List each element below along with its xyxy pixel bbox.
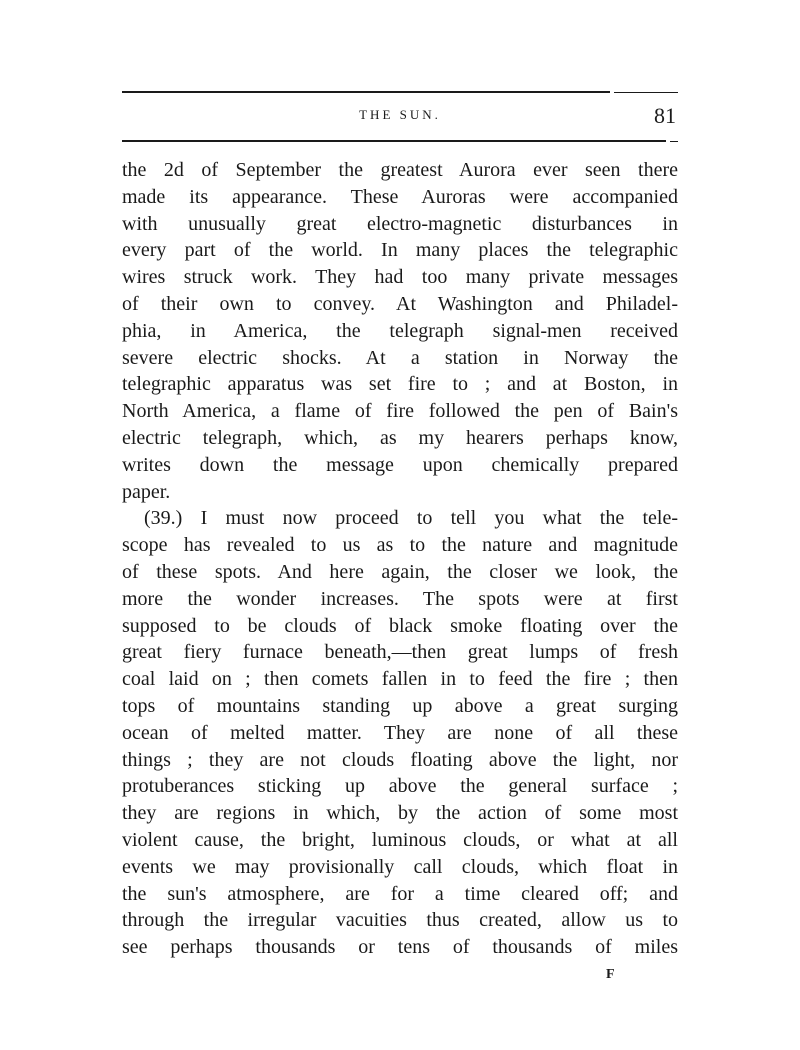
text-line: telegraphic apparatus was set fire to ; and at Boston, in — [122, 373, 678, 396]
header-rule-bottom-end — [670, 141, 678, 142]
running-head — [122, 104, 678, 130]
text-line: protuberances sticking up above the general surface ; — [122, 775, 678, 798]
text-line: every part of the world. In many places the telegraphic — [122, 239, 678, 262]
text-line: electric telegraph, which, as my hearers perhaps know, — [122, 426, 678, 449]
text-line: ocean of melted matter. They are none of all these — [122, 721, 678, 744]
text-line: violent cause, the bright, luminous clouds, or what at all — [122, 828, 678, 851]
text-line: see perhaps thousands or tens of thousands of miles — [122, 936, 678, 959]
text-line: the sun's atmosphere, are for a time cleared off; and — [122, 882, 678, 905]
text-line: with unusually great electro-magnetic disturbances in — [122, 212, 678, 235]
text-line: through the irregular vacuities thus created, allow us to — [122, 909, 678, 932]
text-line: coal laid on ; then comets fallen in to feed the fire ; then — [122, 668, 678, 691]
text-line: severe electric shocks. At a station in Norway the — [122, 346, 678, 369]
running-title: THE SUN. — [359, 107, 441, 122]
text-line: great fiery furnace beneath,—then great lumps of fresh — [122, 641, 678, 664]
text-line: they are regions in which, by the action of some most — [122, 802, 678, 825]
text-line: tops of mountains standing up above a great surging — [122, 694, 678, 717]
header-rule-top — [122, 91, 610, 93]
text-line: wires struck work. They had too many private messages — [122, 266, 678, 289]
text-line: more the wonder increases. The spots were at first — [122, 587, 678, 610]
text-line: scope has revealed to us as to the nature and magnitude — [122, 534, 678, 557]
header-rule-top-end — [614, 92, 678, 93]
text-line: of their own to convey. At Washington and Philadel- — [122, 292, 678, 315]
text-line: phia, in America, the telegraph signal-men received — [122, 319, 678, 342]
page-number: 81 — [654, 103, 676, 128]
text-line: things ; they are not clouds floating above the light, nor — [122, 748, 678, 771]
header-rule-bottom — [122, 140, 666, 142]
text-line: events we may provisionally call clouds, which float in — [122, 855, 678, 878]
text-line: made its appearance. These Auroras were accompanied — [122, 185, 678, 208]
text-line: supposed to be clouds of black smoke floating over the — [122, 614, 678, 637]
text-line: the 2d of September the greatest Aurora ever seen there — [122, 159, 678, 181]
text-line: North America, a flame of fire followed the pen of Bain's — [122, 400, 678, 423]
text-line-paragraph-end: paper. — [122, 480, 171, 503]
text-line-paragraph-start: (39.) I must now proceed to tell you what the tele- — [144, 507, 678, 530]
text-line: of these spots. And here again, the closer we look, the — [122, 560, 678, 583]
text-line: writes down the message upon chemically prepared — [122, 453, 678, 476]
body-text — [122, 157, 678, 961]
signature-mark: F — [606, 967, 615, 982]
